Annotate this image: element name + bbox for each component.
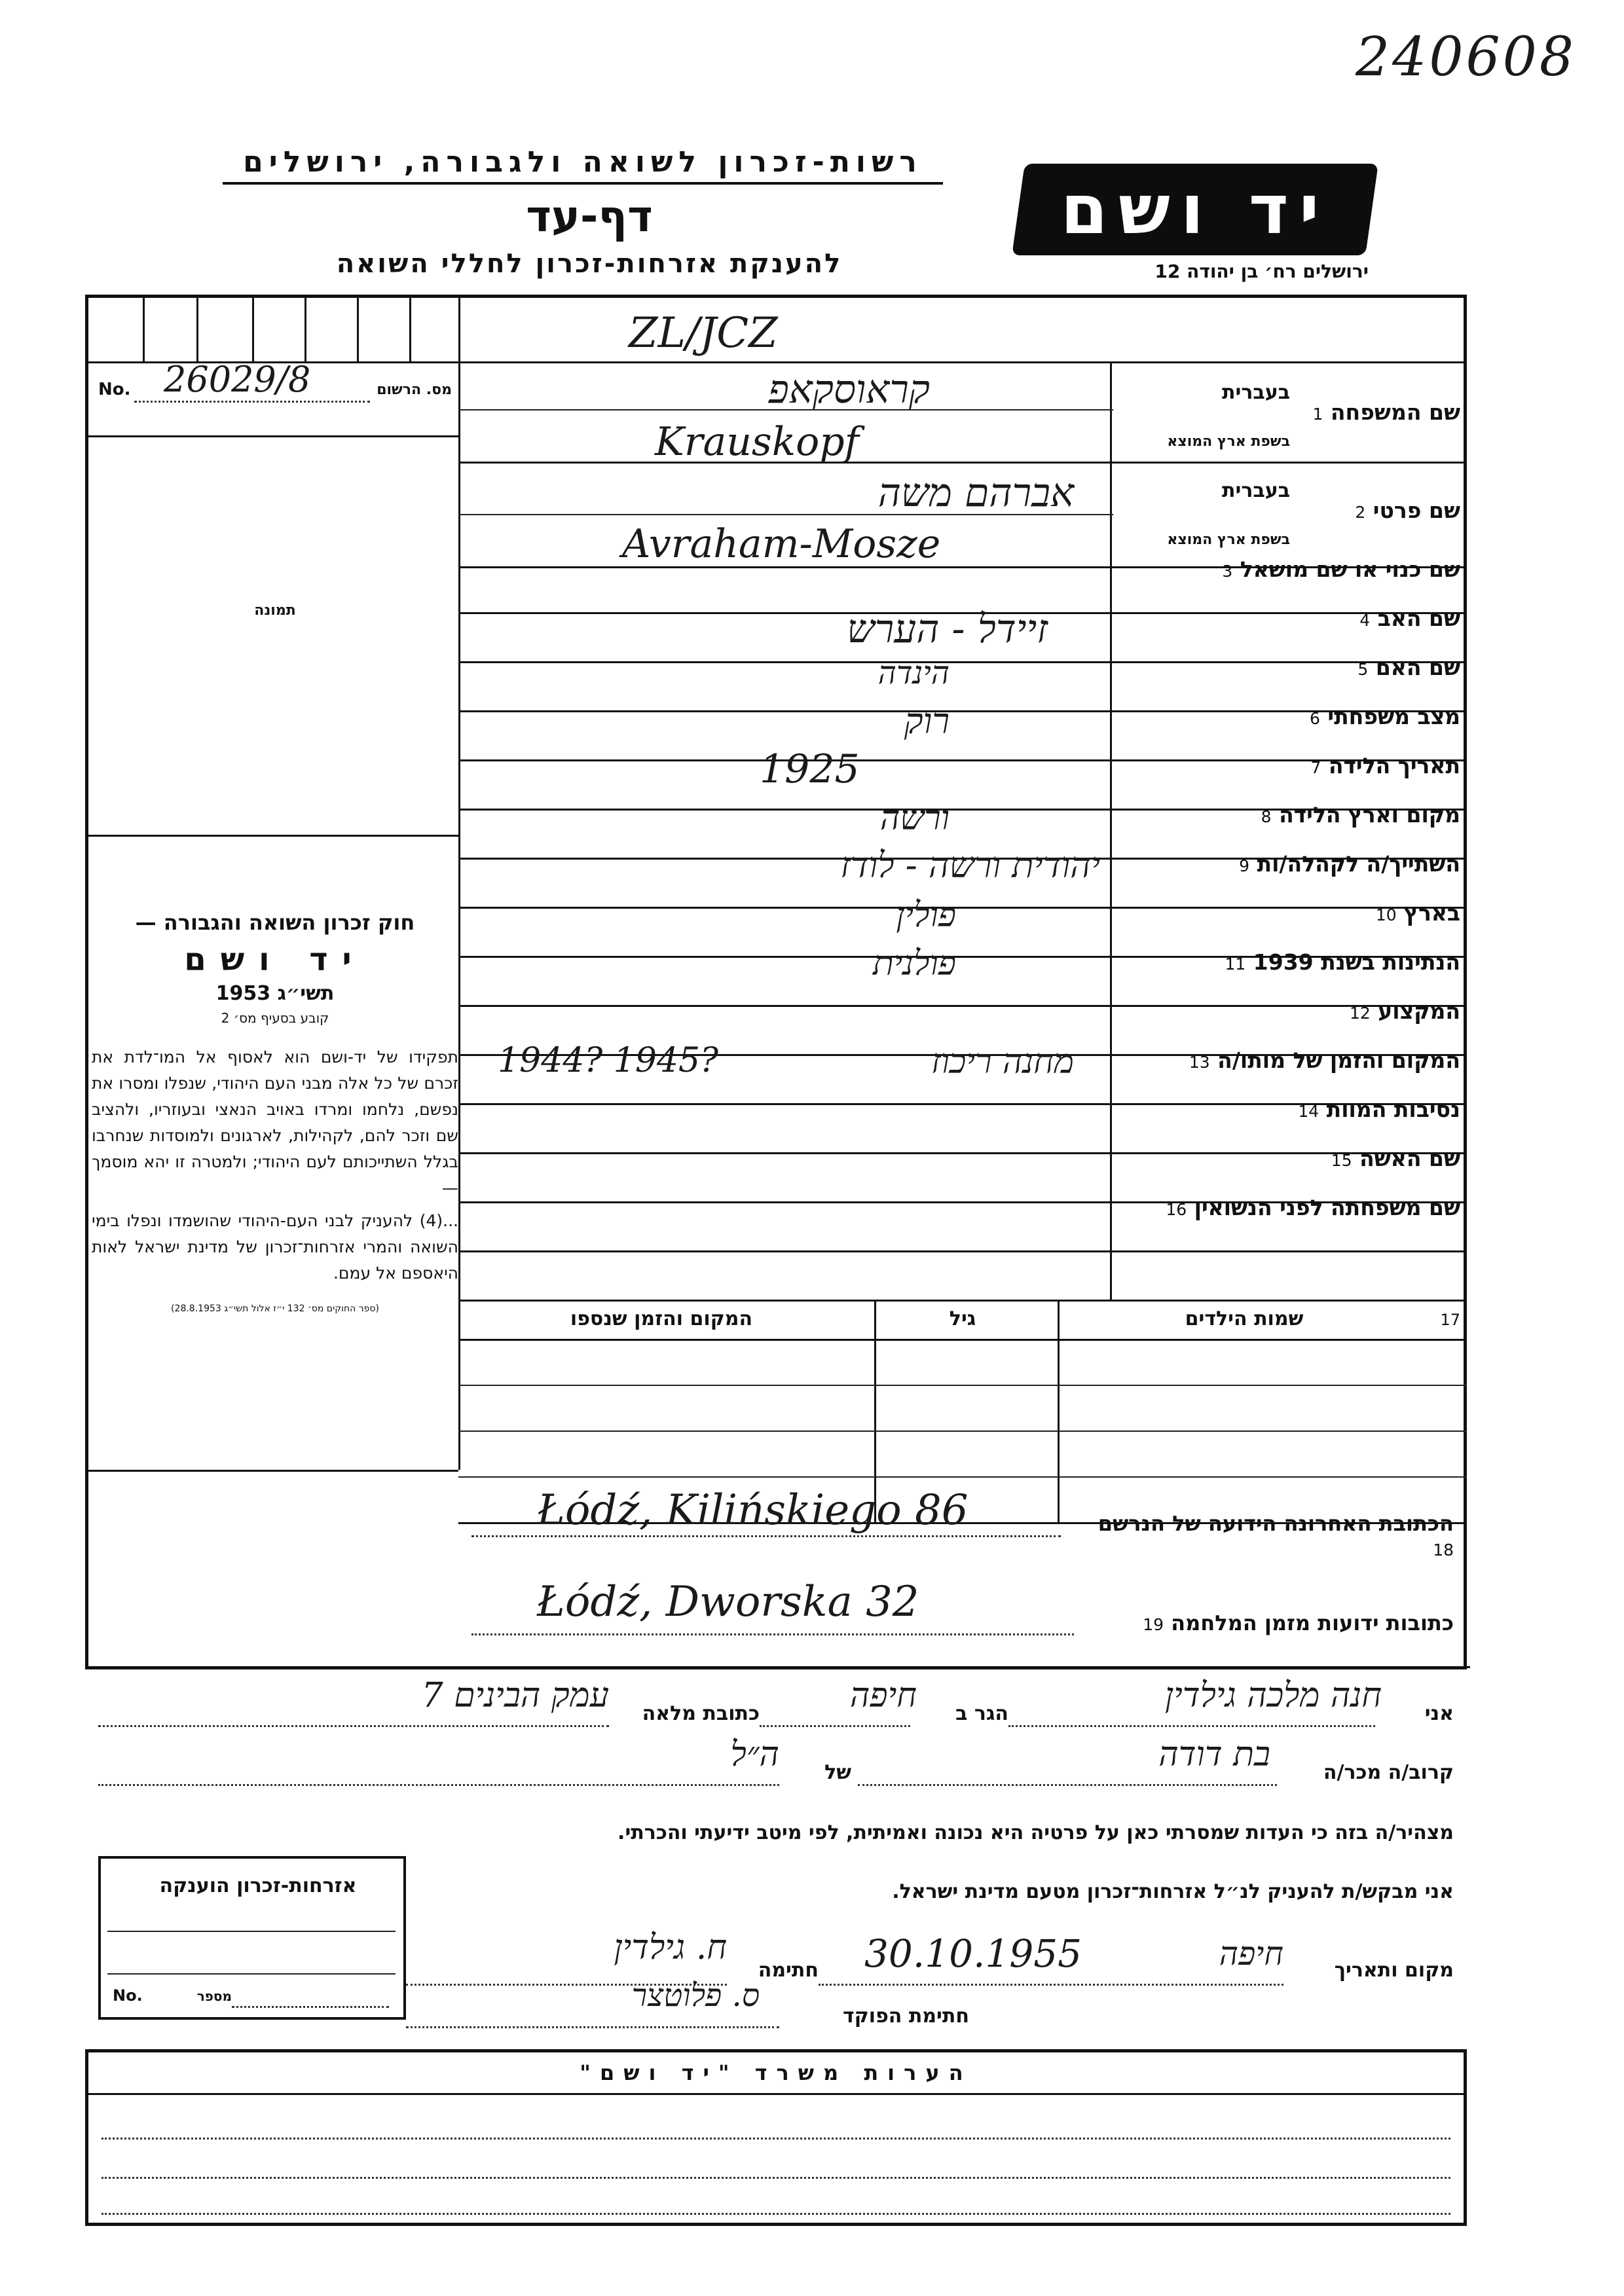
field9-label: השתייך/ה לקהלה/ות 9 xyxy=(1239,851,1460,877)
field12-label: המקצוע 12 xyxy=(1349,998,1460,1024)
family-status-value: רוק xyxy=(904,701,950,742)
law-clause-4: ...(4) להעניק לבני העם-היהודי שהושמדו ונפלו בימי השואה והמרי אזרחות־זכרון של מדינת ישראל לאות היאספם אל עמם. xyxy=(92,1211,458,1283)
photo-label: תמונה xyxy=(254,602,296,619)
registration-no-prefix: No. xyxy=(98,380,131,399)
declarant-signature: ח. גילדין xyxy=(614,1928,727,1967)
officer-signature-label: חתימת הפוקד xyxy=(843,2005,969,2028)
field1-origin-sublabel: בשפת ארץ המוצא xyxy=(1167,433,1290,450)
logo-text: יד ושם xyxy=(1060,170,1330,249)
field14-label: נסיבות המוות 14 xyxy=(1298,1097,1460,1122)
signature-label: חתימה xyxy=(758,1959,819,1982)
resides-label: הגר ב xyxy=(955,1702,1008,1725)
community-value: יהודית ורשה - לודז xyxy=(840,845,1100,886)
citizenship-1939-value: פולנית xyxy=(872,944,956,983)
field2-hebrew-sublabel: בעברית xyxy=(1222,479,1290,502)
father-name-value: זיידל - הערש xyxy=(847,606,1048,652)
field13-label: המקום והזמן של מותו/ה 13 xyxy=(1189,1048,1460,1073)
date-value: 30.10.1955 xyxy=(864,1931,1082,1976)
form-subtitle: להענקת אזרחות-זכרון לחללי השואה xyxy=(336,249,843,279)
death-time-value: 1944? 1945? xyxy=(498,1041,718,1080)
place-value: חיפה xyxy=(1219,1935,1283,1973)
family-name-origin: Krauskopf xyxy=(655,419,859,465)
relation-value: בת דודה xyxy=(1158,1735,1270,1774)
field19-label: כתובות ידועות מזמן המלחמה 19 xyxy=(1143,1611,1454,1635)
full-address-label: כתובת מלאה xyxy=(642,1702,760,1725)
law-body: תפקידו של יד-ושם הוא לאסוף אל המו־לדת את זכרם של כל אלה מבני העם היהודי, שנפלו ומסרו את נפשם, נלחמו ומרדו באויב הנאצי ובעוזריו, ולהציב שם וזכר להם, לקהילות, לארגונים ולמוסדות שנחרבו בגלל השתייכותם לעם היהודי; ולמטרה זו יהא מוסמך— xyxy=(92,1048,458,1197)
field4-label: שם האב 4 xyxy=(1359,606,1460,631)
form-title: דף-עד xyxy=(526,191,653,242)
office-notes-frame xyxy=(85,2049,1467,2226)
header-divider xyxy=(223,182,943,185)
death-place-value: מחנה ריכוז xyxy=(931,1042,1074,1082)
law-citation: (ספר החוקים מס׳ 132 י״ז אלול תשי״ג 28.8.1953) xyxy=(171,1303,379,1314)
of-label: של xyxy=(824,1761,851,1784)
last-address-value: Łódź, Kilińskiego 86 xyxy=(537,1486,969,1535)
law-year: תשי״ג 1953 xyxy=(215,982,335,1005)
officer-signature: ס. פלוטצר xyxy=(631,1977,760,2014)
full-address-value: עמק הבינים 7 xyxy=(421,1676,609,1715)
field15-label: שם האשה 15 xyxy=(1331,1146,1460,1171)
children-field-number: 17 xyxy=(1440,1311,1460,1329)
of-value: ה״ל xyxy=(730,1735,779,1774)
field6-label: מצב משפחתי 6 xyxy=(1310,704,1460,729)
law-title: חוק זכרון השואה והגבורה — xyxy=(135,910,415,935)
field7-label: תאריך הלידה 7 xyxy=(1310,753,1460,778)
field2-label: שם פרטי 2 xyxy=(1355,498,1460,523)
declaration-request: אני מבקש/ת להעניק לנ״ל אזרחות־זכרון מטעם מדינת ישראל. xyxy=(892,1880,1454,1903)
declarant-name: חנה מלכה גילדין xyxy=(1164,1676,1382,1715)
field16-label: שם משפחתה לפני הנשואין 16 xyxy=(1166,1195,1460,1220)
declaration-statement: מצהיר/ה בזה כי העדות שמסרתי כאן על פרטיה היא נכונה ואמיתית, לפי מיטב ידיעתי והכרתי. xyxy=(618,1821,1454,1844)
citizenship-granted-box xyxy=(98,1856,406,2020)
archive-number: 240608 xyxy=(1356,26,1577,88)
registration-number-label: מס. הרשום xyxy=(377,382,452,398)
children-death-header: המקום והזמן שנספו xyxy=(570,1307,753,1330)
field5-label: שם האם 5 xyxy=(1357,655,1460,680)
place-date-label: מקום ותאריך xyxy=(1334,1959,1454,1982)
field8-label: מקום וארץ הלידה 8 xyxy=(1261,802,1460,828)
mother-name-value: הינדה xyxy=(877,655,950,691)
registration-stamp: ZL/JCZ xyxy=(629,309,778,357)
birth-place-value: ורשה xyxy=(879,799,950,838)
registration-number-value: 26029/8 xyxy=(164,359,311,400)
field11-label: הנתינות בשנת 1939 11 xyxy=(1225,949,1460,975)
law-yad-vashem: יד ושם xyxy=(184,941,366,978)
declarant-label: אני xyxy=(1424,1702,1454,1725)
relative-label: קרוב/ה מכר/ה xyxy=(1323,1761,1454,1784)
birth-date-value: 1925 xyxy=(760,746,860,792)
citizenship-number-label: מספר xyxy=(196,1988,232,2004)
family-name-hebrew: קראוסקאפ xyxy=(768,367,930,412)
organization-name: רשות-זכרון לשואה ולגבורה, ירושלים xyxy=(243,145,923,179)
first-name-origin: Avraham-Mosze xyxy=(622,521,941,567)
country-value: פולין xyxy=(896,896,956,935)
field2-origin-sublabel: בשפת ארץ המוצא xyxy=(1167,532,1290,548)
law-excerpt xyxy=(92,910,458,1314)
organization-address: ירושלים רח׳ בן יהודה 12 xyxy=(1154,261,1369,282)
declarant-city: חיפה xyxy=(849,1676,917,1715)
children-age-header: גיל xyxy=(949,1307,976,1330)
citizenship-box-title: אזרחות-זכרון הוענקה xyxy=(159,1874,357,1897)
label-column-divider xyxy=(1110,363,1112,1300)
left-column-divider xyxy=(458,298,460,1470)
field3-label: שם כנוי או שם מושאל 3 xyxy=(1222,556,1460,582)
law-section: קובע בסעיף מס׳ 2 xyxy=(221,1010,329,1026)
citizenship-number-prefix: No. xyxy=(113,1986,143,2005)
children-names-header: שמות הילדים xyxy=(1185,1307,1304,1330)
field1-label: שם המשפחה 1 xyxy=(1312,399,1460,425)
field1-hebrew-sublabel: בעברית xyxy=(1222,381,1290,404)
first-name-hebrew: אברהם משה xyxy=(877,470,1074,516)
field18-label: הכתובת האחרונה הידועה של הנרשם 18 xyxy=(1098,1511,1454,1559)
wartime-address-value: Łódź, Dworska 32 xyxy=(537,1578,919,1626)
office-notes-title: הערות משרד "יד ושם" xyxy=(580,2060,972,2085)
field10-label: בארץ 10 xyxy=(1375,900,1460,926)
